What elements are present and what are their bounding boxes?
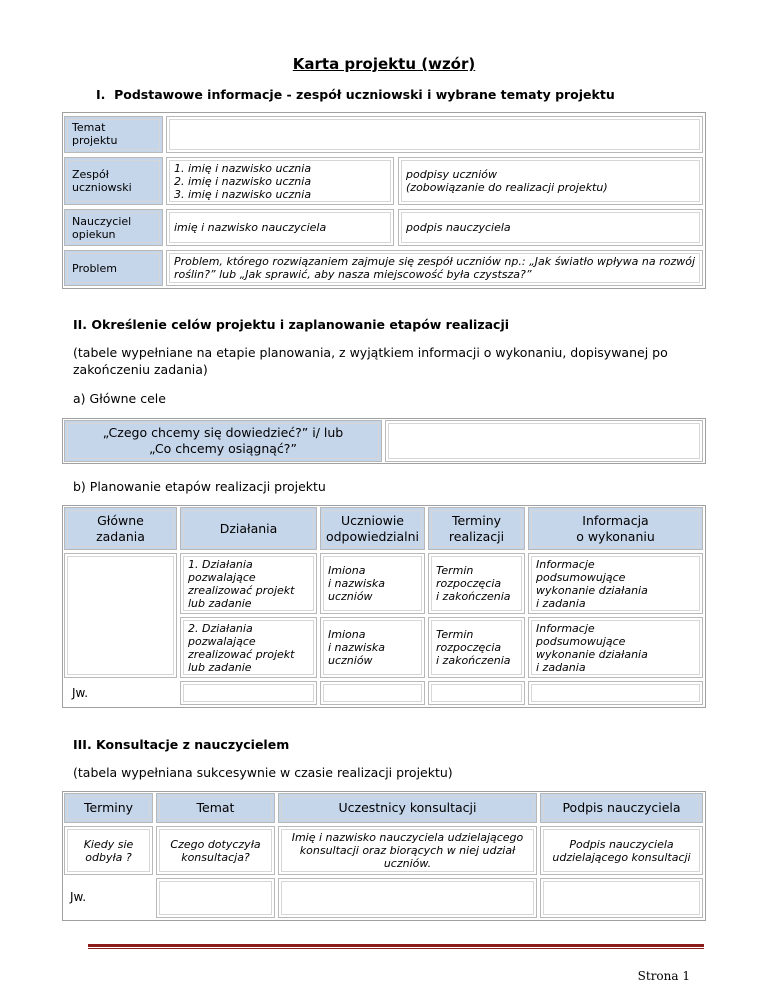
cell-line: pozwalające: [188, 634, 256, 648]
cell-line: i nazwiska: [328, 577, 385, 590]
temat-value-field[interactable]: [166, 116, 703, 153]
col-header-text: realizacji: [448, 528, 505, 544]
cons-col-uczestnicy: Uczestnicy konsultacji: [278, 793, 537, 823]
cell-line: uczniów: [328, 590, 373, 603]
cell-line: 1. Działania: [188, 557, 253, 571]
student-signatures-note: (zobowiązanie do realizacji projektu): [406, 181, 608, 194]
problem-label: Problem: [64, 250, 163, 286]
cell-line: odbyła ?: [85, 850, 132, 864]
cell-line: konsultacji oraz biorących w niej udział: [299, 844, 516, 857]
temat-label-line1: Temat: [72, 121, 106, 134]
col-header-text: Uczniowie: [340, 512, 404, 528]
cell-line: Termin: [436, 564, 474, 577]
cons-row-1-terminy[interactable]: [64, 826, 153, 875]
zespol-label-line1: Zespół: [72, 168, 109, 181]
cell-line: rozpoczęcia: [436, 577, 502, 590]
col-header-terminy: [428, 507, 525, 550]
cell-line: i zakończenia: [436, 590, 511, 603]
plan-row-3-uczniowie[interactable]: [320, 681, 425, 705]
cell-line: Imiona: [328, 564, 366, 577]
nauczyciel-label-line2: opiekun: [72, 227, 116, 241]
cons-row-1-temat[interactable]: [156, 826, 275, 875]
cell-line: Kiedy sie: [83, 837, 134, 851]
plan-row-1-terminy[interactable]: [428, 553, 525, 614]
cons-row-2-podpis[interactable]: [540, 878, 703, 918]
document-title: Karta projektu (wzór): [292, 55, 476, 73]
student-1: 1. imię i nazwisko ucznia: [174, 161, 312, 175]
goals-question-line1: „Czego chcemy się dowiedzieć?” i/ lub: [102, 425, 344, 440]
cons-jw-cell: [64, 878, 153, 918]
cons-col-terminy: Terminy: [64, 793, 153, 823]
cons-col-temat: Temat: [156, 793, 275, 823]
plan-row-1-dzialania[interactable]: [180, 553, 317, 614]
plan-row-3-dzialania[interactable]: [180, 681, 317, 705]
cell-line: udzielającego konsultacji: [552, 850, 691, 864]
cell-line: Czego dotyczyła: [170, 837, 261, 851]
plan-row-1-uczniowie[interactable]: [320, 553, 425, 614]
cell-line: 2. Działania: [188, 621, 253, 635]
plan-row-2-informacja[interactable]: [528, 617, 703, 678]
footer-rule: [88, 944, 704, 947]
col-header-informacja: [528, 507, 703, 550]
cell-line: Informacje: [536, 621, 595, 635]
zespol-label-line2: uczniowski: [72, 181, 132, 194]
cell-line: uczniów: [328, 654, 373, 667]
cell-line: i zadania: [536, 596, 586, 610]
problem-text: Problem, którego rozwiązaniem zajmuje się zespół uczniów np.: „Jak światło wpływa na rozwój roślin?” lub „Jak sprawić, aby nasza miejscowość była czystsza?”: [174, 255, 695, 281]
section-2-note: (tabele wypełniane na etapie planowania, z wyjątkiem informacji o wykonaniu, dopisywanej po zakończeniu zadania): [73, 345, 668, 377]
section-3-note: (tabela wypełniana sukcesywnie w czasie realizacji projektu): [73, 765, 453, 780]
col-header-text: o wykonaniu: [576, 528, 655, 544]
cell-line: uczniów.: [383, 857, 432, 870]
cons-jw-text: Jw.: [70, 890, 87, 904]
col-header-text: odpowiedzialni: [325, 528, 420, 544]
cons-row-1-uczestnicy[interactable]: [278, 826, 537, 875]
temat-label: [64, 116, 163, 153]
col-header-text: Działania: [219, 520, 278, 536]
student-signatures-label: podpisy uczniów: [406, 168, 498, 181]
student-3: 3. imię i nazwisko ucznia: [174, 187, 312, 201]
section-1-heading: I. Podstawowe informacje - zespół uczniowski i wybrane tematy projektu: [96, 87, 615, 102]
plan-row-2-terminy[interactable]: [428, 617, 525, 678]
cell-line: i nazwiska: [328, 641, 385, 654]
plan-row-3-terminy[interactable]: [428, 681, 525, 705]
page-number: Strona 1: [637, 969, 690, 983]
col-header-text: Główne: [97, 512, 144, 528]
cell-line: Imiona: [328, 628, 366, 641]
cell-line: Informacje: [536, 557, 595, 571]
cell-line: pozwalające: [188, 570, 256, 584]
cell-line: podsumowujące: [536, 570, 626, 584]
temat-label-line2: projektu: [72, 134, 118, 147]
plan-jw-text: Jw.: [72, 686, 89, 700]
cons-row-2-temat[interactable]: [156, 878, 275, 918]
nauczyciel-label-line1: Nauczyciel: [72, 214, 132, 228]
section-2-heading: II. Określenie celów projektu i zaplanowanie etapów realizacji: [73, 317, 510, 332]
cell-line: Podpis nauczyciela: [569, 837, 674, 851]
goals-label: a) Główne cele: [73, 391, 166, 406]
plan-row-3-informacja[interactable]: [528, 681, 703, 705]
plan-jw-cell: [64, 681, 177, 705]
cell-line: podsumowujące: [536, 634, 626, 648]
plan-row-2-uczniowie[interactable]: [320, 617, 425, 678]
col-header-glowne-zadania: [64, 507, 177, 550]
zespol-students-field[interactable]: [166, 157, 394, 205]
teacher-name-field[interactable]: imię i nazwisko nauczyciela: [166, 209, 394, 246]
goals-question-line2: „Co chcemy osiągnąć?”: [149, 441, 297, 456]
cell-line: zrealizować projekt: [188, 583, 295, 597]
cell-line: i zakończenia: [436, 654, 511, 667]
section-3-heading: III. Konsultacje z nauczycielem: [73, 737, 290, 752]
cell-line: i zadania: [536, 660, 586, 674]
cons-row-2-uczestnicy[interactable]: [278, 878, 537, 918]
problem-field[interactable]: [166, 250, 703, 286]
cell-line: wykonanie działania: [536, 647, 648, 661]
cell-line: lub zadanie: [188, 596, 252, 610]
goals-answer-field[interactable]: [385, 420, 703, 462]
plan-row-1-informacja[interactable]: [528, 553, 703, 614]
footer-rule-thin: [88, 948, 704, 949]
cell-line: lub zadanie: [188, 660, 252, 674]
cons-col-podpis: Podpis nauczyciela: [540, 793, 703, 823]
cell-line: Imię i nazwisko nauczyciela udzielającego: [291, 831, 524, 844]
cons-row-1-podpis[interactable]: [540, 826, 703, 875]
cell-line: rozpoczęcia: [436, 641, 502, 654]
cell-line: konsultacja?: [181, 850, 250, 864]
col-header-dzialania: [180, 507, 317, 550]
teacher-signature-field[interactable]: podpis nauczyciela: [398, 209, 703, 246]
zespol-label: [64, 157, 163, 205]
plan-row-2-dzialania[interactable]: [180, 617, 317, 678]
zespol-signatures-field[interactable]: [398, 157, 703, 205]
cell-line: zrealizować projekt: [188, 647, 295, 661]
cell-line: Termin: [436, 628, 474, 641]
col-header-uczniowie: [320, 507, 425, 550]
main-task-field[interactable]: [64, 553, 177, 678]
goals-question-cell: [64, 420, 382, 462]
col-header-text: Terminy: [451, 512, 502, 528]
nauczyciel-label: [64, 209, 163, 246]
cell-line: wykonanie działania: [536, 583, 648, 597]
planning-label: b) Planowanie etapów realizacji projektu: [73, 479, 326, 494]
student-2: 2. imię i nazwisko ucznia: [174, 174, 312, 188]
col-header-text: zadania: [96, 528, 145, 544]
col-header-text: Informacja: [582, 512, 649, 528]
